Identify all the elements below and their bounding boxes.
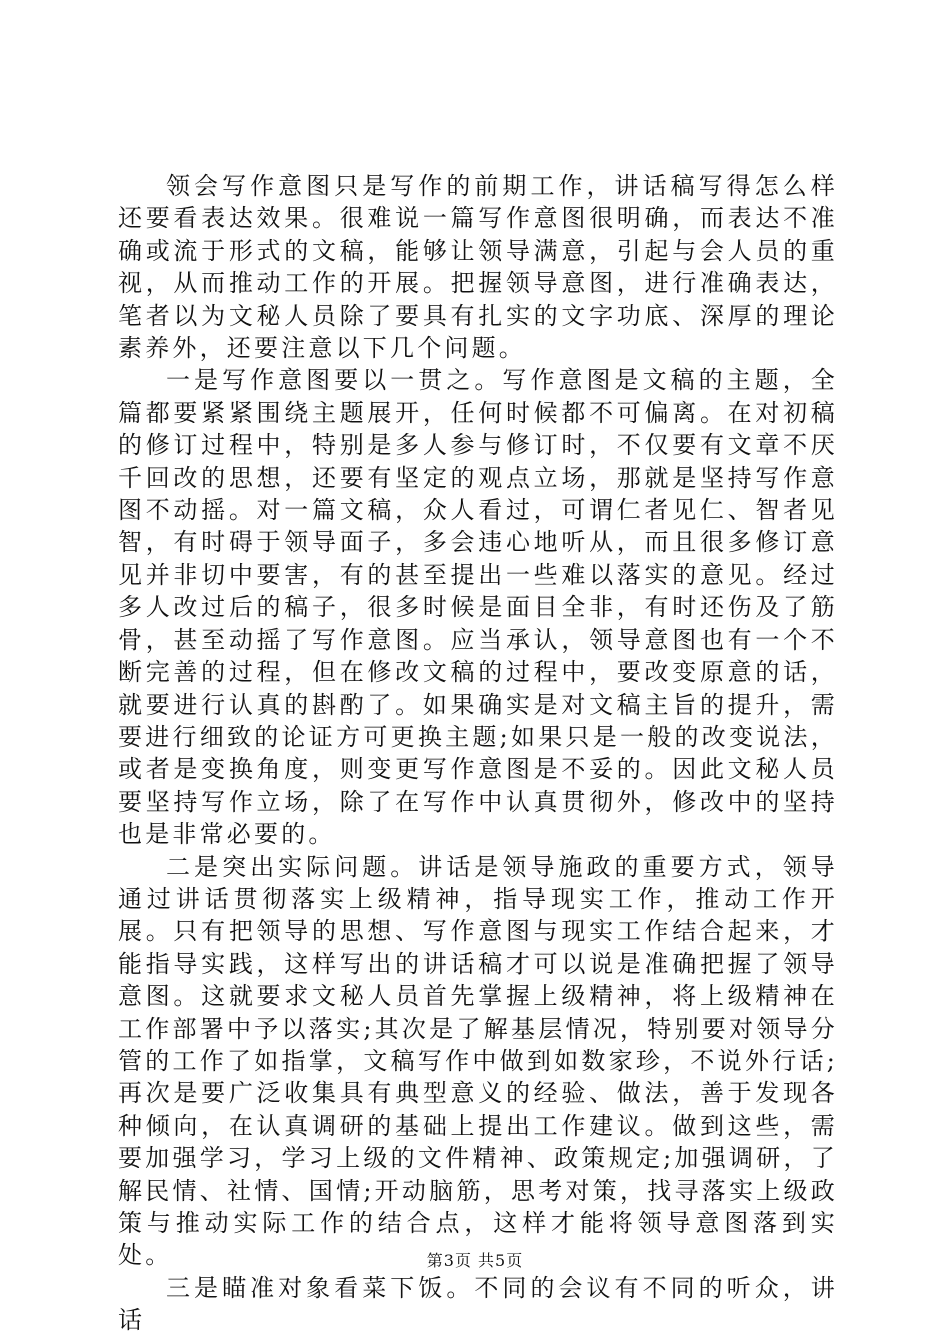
paragraph-2: 一是写作意图要以一贯之。写作意图是文稿的主题，全篇都要紧紧围绕主题展开，任何时候都不可偏离。在对初稿的修订过程中，特别是多人参与修订时，不仅要有文章不厌千回改的思想，还要有坚定的观点立场，那就是坚持写作意图不动摇。对一篇文稿，众人看过，可谓仁者见仁、智者见智，有时碍于领导面子，多会违心地听从，而且很多修订意见并非切中要害，有的甚至提出一些难以落实的意见。经过多人改过后的稿子，很多时候是面目全非，有时还伤及了筋骨，甚至动摇了写作意图。应当承认，领导意图也有一个不断完善的过程，但在修改文稿的过程中，要改变原意的话，就要进行认真的斟酌了。如果确实是对文稿主旨的提升，需要进行细致的论证方可更换主题;如果只是一般的改变说法，或者是变换角度，则变更写作意图是不妥的。因此文秘人员要坚持写作立场，除了在写作中认真贯彻外，修改中的坚持也是非常必要的。 [118, 366, 838, 849]
paragraph-1: 领会写作意图只是写作的前期工作，讲话稿写得怎么样还要看表达效果。很难说一篇写作意图很明确，而表达不准确或流于形式的文稿，能够让领导满意，引起与会人员的重视，从而推动工作的开展。把握领导意图，进行准确表达，笔者以为文秘人员除了要具有扎实的文字功底、深厚的理论素养外，还要注意以下几个问题。 [118, 172, 838, 363]
paragraph-3: 二是突出实际问题。讲话是领导施政的重要方式，领导通过讲话贯彻落实上级精神，指导现实工作，推动工作开展。只有把领导的思想、写作意图与现实工作结合起来，才能指导实践，这样写出的讲话稿才可以说是准确把握了领导意图。这就要求文秘人员首先掌握上级精神，将上级精神在工作部署中予以落实;其次是了解基层情况，特别要对领导分管的工作了如指掌，文稿写作中做到如数家珍，不说外行话;再次是要广泛收集具有典型意义的经验、做法，善于发现各种倾向，在认真调研的基础上提出工作建议。做到这些，需要加强学习，学习上级的文件精神、政策规定;加强调研，了解民情、社情、国情;开动脑筋，思考对策，找寻落实上级政策与推动实际工作的结合点，这样才能将领导意图落到实处。 [118, 852, 838, 1270]
document-body [118, 170, 838, 1337]
page-footer: 第3页 共5页 [426, 1251, 524, 1270]
paragraph-4: 三是瞄准对象看菜下饭。不同的会议有不同的听众，讲话 [118, 1273, 838, 1335]
